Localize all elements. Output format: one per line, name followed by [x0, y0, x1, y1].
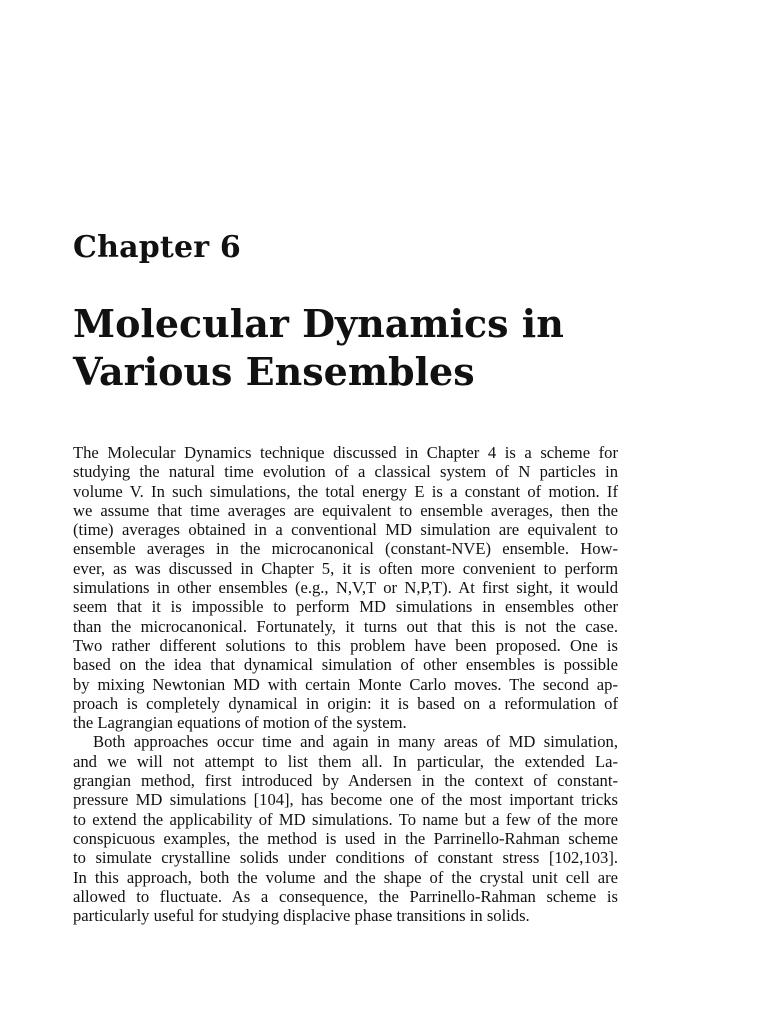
paragraph-2: [73, 732, 618, 925]
text-line: to extend the applicability of MD simulations. To name but a few of the more: [73, 809, 618, 829]
text-line: ever, as was discussed in Chapter 5, it is often more convenient to perform: [73, 558, 618, 578]
text-line: grangian method, first introduced by Andersen in the context of constant-: [73, 771, 618, 791]
text-line: particularly useful for studying displacive phase transitions in solids.: [73, 906, 530, 926]
text-line: The Molecular Dynamics technique discussed in Chapter 4 is a scheme for: [73, 443, 618, 462]
text-line: Both approaches occur time and again in many areas of MD simulation,: [93, 732, 618, 752]
text-line: volume V. In such simulations, the total energy E is a constant of motion. If: [73, 481, 618, 501]
chapter-number: Chapter 6: [73, 230, 241, 265]
text-line: conspicuous examples, the method is used in the Parrinello-Rahman scheme: [73, 828, 618, 848]
chapter-title-line: Molecular Dynamics in: [73, 301, 564, 346]
chapter-body: [73, 443, 618, 925]
text-line: based on the idea that dynamical simulation of other ensembles is possible: [73, 655, 618, 675]
text-line: seem that it is impossible to perform MD simulations in ensembles other: [73, 597, 618, 617]
text-line: pressure MD simulations [104], has become one of the most important tricks: [73, 790, 618, 810]
text-line: the Lagrangian equations of motion of the system.: [73, 713, 407, 733]
text-line: to simulate crystalline solids under conditions of constant stress [102,103].: [73, 848, 618, 868]
text-line: simulations in other ensembles (e.g., N,V,T or N,P,T). At first sight, it would: [73, 578, 618, 598]
text-line: Two rather different solutions to this problem have been proposed. One is: [73, 635, 618, 655]
text-line: than the microcanonical. Fortunately, it turns out that this is not the case.: [73, 616, 618, 636]
text-line: studying the natural time evolution of a classical system of N particles in: [73, 462, 618, 482]
text-line: by mixing Newtonian MD with certain Monte Carlo moves. The second ap-: [73, 674, 618, 694]
text-line: In this approach, both the volume and the shape of the crystal unit cell are: [73, 867, 618, 887]
text-line: and we will not attempt to list them all. In particular, the extended La-: [73, 751, 618, 771]
text-line: proach is completely dynamical in origin: it is based on a reformulation of: [73, 693, 618, 713]
text-line: ensemble averages in the microcanonical (constant-NVE) ensemble. How-: [73, 539, 618, 559]
text-line: we assume that time averages are equivalent to ensemble averages, then the: [73, 500, 618, 520]
text-line: (time) averages obtained in a conventional MD simulation are equivalent to: [73, 520, 618, 540]
chapter-title-line: Various Ensembles: [73, 349, 475, 394]
chapter-title: [73, 300, 693, 396]
paragraph-1: [73, 443, 618, 732]
text-line: allowed to fluctuate. As a consequence, the Parrinello-Rahman scheme is: [73, 886, 618, 906]
